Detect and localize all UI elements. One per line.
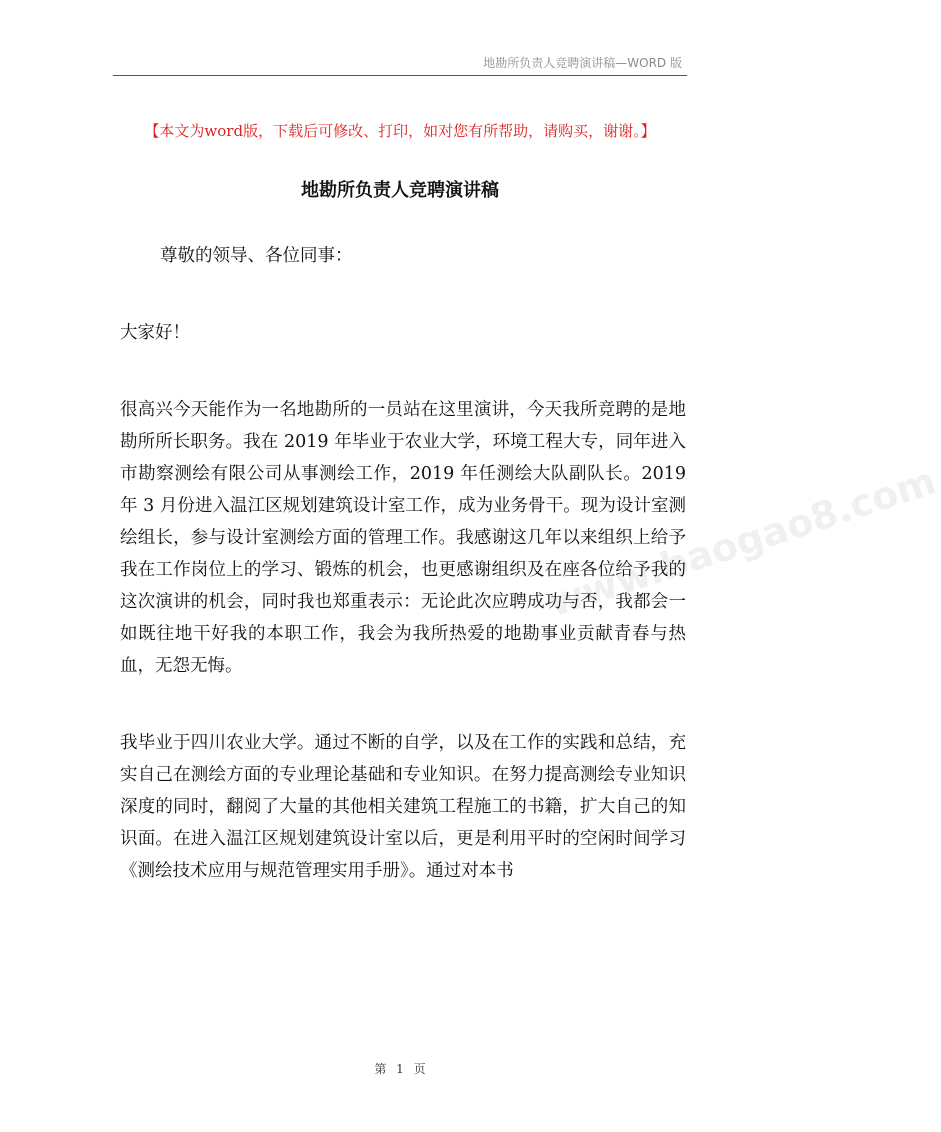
- page-number-value: 1: [396, 1062, 404, 1076]
- header-divider: [113, 75, 687, 76]
- page-prefix: 第: [374, 1062, 387, 1076]
- page-suffix: 页: [413, 1062, 426, 1076]
- page-number: [0, 1060, 800, 1077]
- site-watermark: www.baogao8.com: [543, 458, 941, 626]
- running-header: 地勘所负责人竞聘演讲稿—WORD 版: [483, 56, 682, 70]
- paragraph-1: 很高兴今天能作为一名地勘所的一员站在这里演讲，今天我所竞聘的是地勘所所长职务。我在 2019 年毕业于农业大学，环境工程大专，同年进入市勘察测绘有限公司从事测绘工作，2019 年任测绘大队副队长。2019 年 3 月份进入温江区规划建筑设计室工作，成为业务骨干。现为设计室测绘组长，参与设计室测绘方面的管理工作。我感谢这几年以来组织上给予我在工作岗位上的学习、锻炼的机会，也更感谢组织及在座各位给予我的这次演讲的机会，同时我也郑重表示：无论此次应聘成功与否，我都会一如既往地干好我的本职工作，我会为我所热爱的地勘事业贡献青春与热血，无怨无悔。: [120, 400, 686, 676]
- greeting: 大家好！: [120, 323, 190, 343]
- paragraph-2: 我毕业于四川农业大学。通过不断的自学，以及在工作的实践和总结，充实自己在测绘方面的专业理论基础和专业知识。在努力提高测绘专业知识深度的同时，翻阅了大量的其他相关建筑工程施工的书籍，扩大自己的知识面。在进入温江区规划建筑设计室以后，更是利用平时的空闲时间学习《测绘技术应用与规范管理实用手册》。通过对本书: [120, 733, 686, 881]
- document-title: 地勘所负责人竞聘演讲稿: [301, 180, 499, 201]
- purchase-notice: 【本文为word版，下载后可修改、打印，如对您有所帮助，请购买，谢谢。】: [144, 122, 656, 140]
- salutation: 尊敬的领导、各位同事：: [160, 246, 353, 266]
